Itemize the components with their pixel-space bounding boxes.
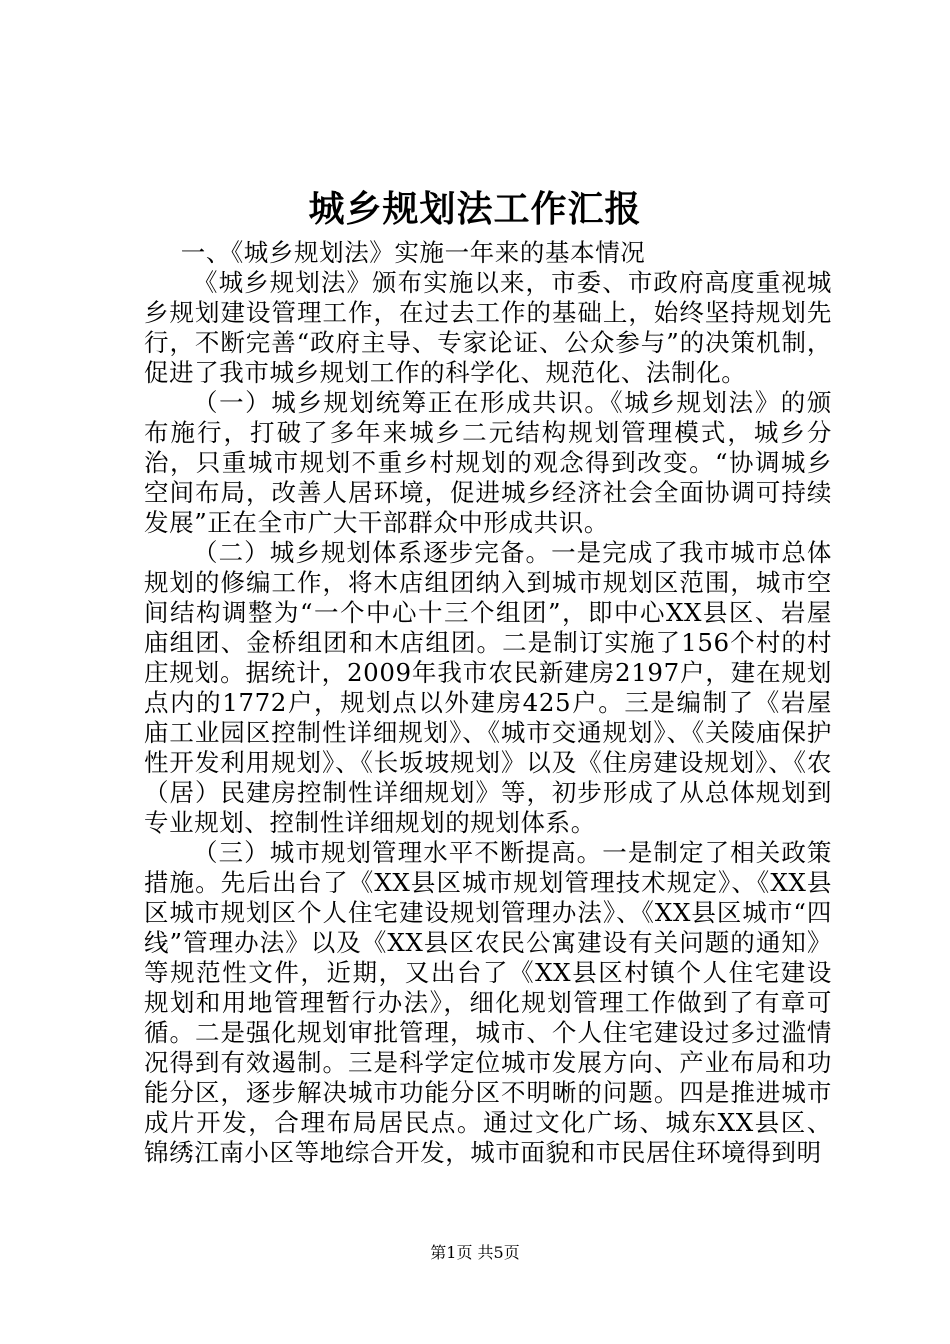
paragraph-intro: 《城乡规划法》颁布实施以来，市委、市政府高度重视城乡规划建设管理工作，在过去工作的基础上，始终坚持规划先行，不断完善“政府主导、专家论证、公众参与”的决策机制，促进了我市城乡规划工作的科学化、规范化、法制化。 bbox=[144, 268, 832, 387]
paragraph-section-2: （二）城乡规划体系逐步完备。一是完成了我市城市总体规划的修编工作，将木店组团纳入到城市规划区范围，城市空间结构调整为“一个中心十三个组团”，即中心XX县区、岩屋庙组团、金桥组团和木店组团。二是制订实施了156个村的村庄规划。据统计，2009年我市农民新建房2197户，建在规划点内的1772户，规划点以外建房425户。三是编制了《岩屋庙工业园区控制性详细规划》、《城市交通规划》、《关陵庙保护性开发利用规划》、《长坂坡规划》以及《住房建设规划》、《农（居）民建房控制性详细规划》等，初步形成了从总体规划到专业规划、控制性详细规划的规划体系。 bbox=[144, 538, 832, 837]
document-title: 城乡规划法工作汇报 bbox=[308, 188, 642, 230]
section-heading: 一、《城乡规划法》实施一年来的基本情况 bbox=[180, 238, 646, 267]
page-number-footer: 第1页 共5页 bbox=[430, 1243, 520, 1262]
paragraph-section-1: （一）城乡规划统筹正在形成共识。《城乡规划法》的颁布施行，打破了多年来城乡二元结构规划管理模式，城乡分治，只重城市规划不重乡村规划的观念得到改变。“协调城乡空间布局，改善人居环境，促进城乡经济社会全面协调可持续发展”正在全市广大干部群众中形成共识。 bbox=[144, 388, 832, 537]
document-body bbox=[144, 238, 832, 1168]
paragraph-section-3: （三）城市规划管理水平不断提高。一是制定了相关政策措施。先后出台了《XX县区城市规划管理技术规定》、《XX县区城市规划区个人住宅建设规划管理办法》、《XX县区城市“四线”管理办法》以及《XX县区农民公寓建设有关问题的通知》等规范性文件，近期，又出台了《XX县区村镇个人住宅建设规划和用地管理暂行办法》，细化规划管理工作做到了有章可循。二是强化规划审批管理，城市、个人住宅建设过多过滥情况得到有效遏制。三是科学定位城市发展方向、产业布局和功能分区，逐步解决城市功能分区不明晰的问题。四是推进城市成片开发，合理布局居民点。通过文化广场、城东XX县区、锦绣江南小区等地综合开发，城市面貌和市民居住环境得到明 bbox=[144, 838, 832, 1167]
